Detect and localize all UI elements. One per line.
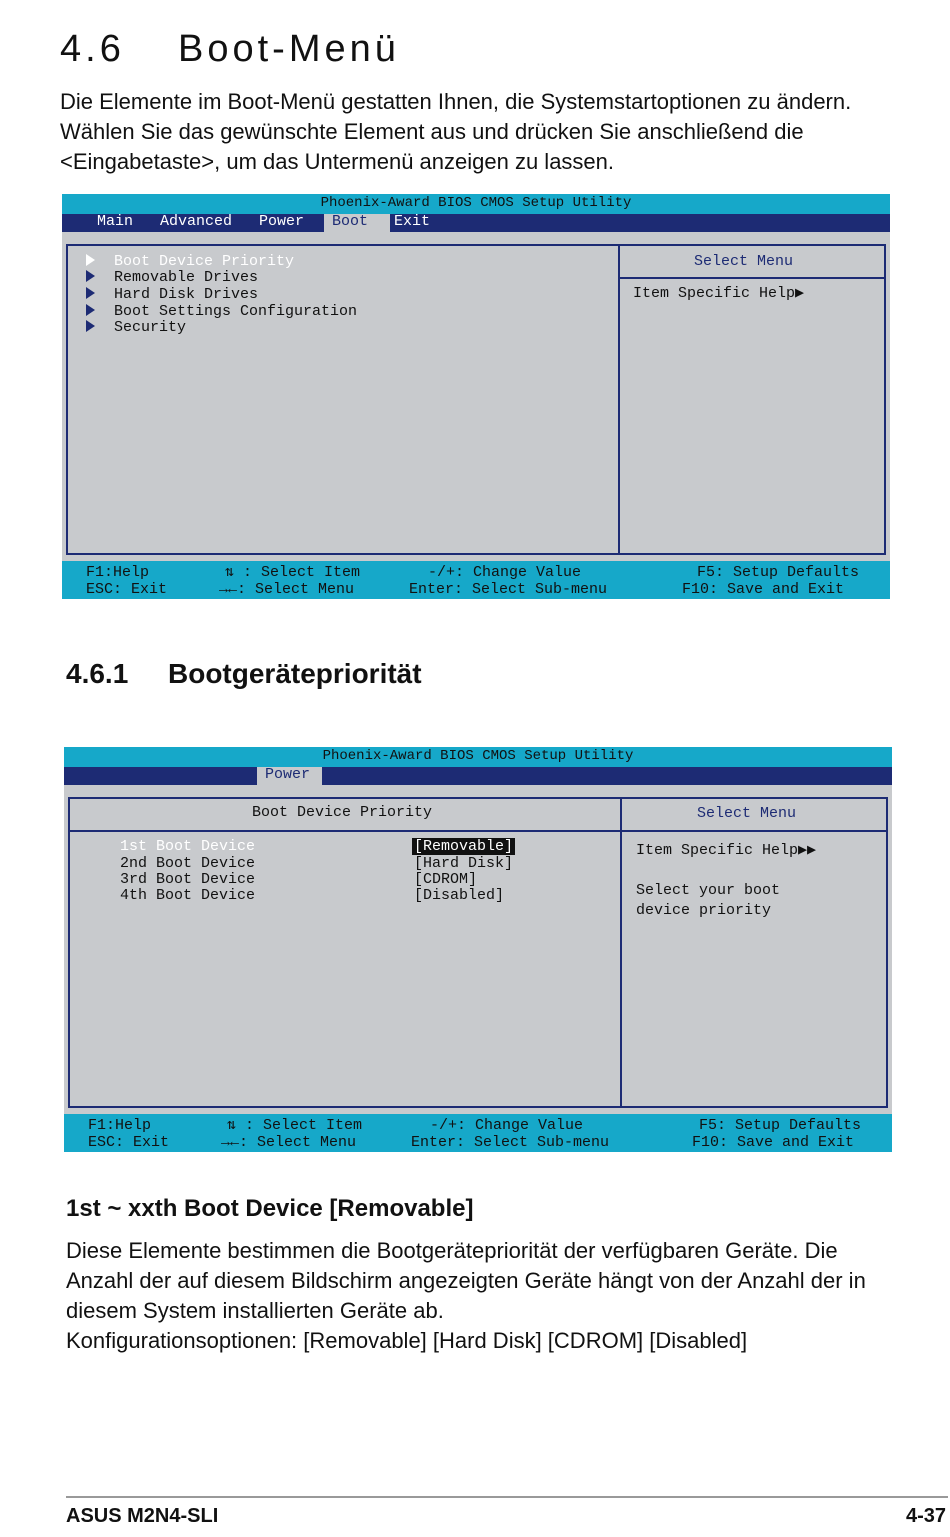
option-heading: 1st ~ xxth Boot Device [Removable] (66, 1195, 474, 1222)
key-esc-exit: ESC: Exit (86, 581, 168, 598)
boot-item-removable-drives[interactable] (86, 270, 258, 286)
key-f5-defaults: F5: Setup Defaults (699, 1117, 862, 1134)
menu-main[interactable]: Main (97, 213, 134, 230)
submenu-arrow-icon (86, 270, 95, 282)
boot-item-label: Security (114, 319, 187, 336)
help-description-1: Select your boot (636, 882, 781, 899)
boot-item-hard-disk-drives[interactable] (86, 287, 258, 303)
help-title: Select Menu (697, 805, 797, 822)
section-title: Boot-Menü (178, 28, 400, 70)
section-heading (60, 28, 400, 71)
key-select-menu: →←: Select Menu (221, 1134, 357, 1151)
boot-item-security[interactable] (86, 320, 186, 336)
boot-device-3-label[interactable]: 3rd Boot Device (120, 871, 256, 888)
bios-boot-device-priority-screen (64, 747, 892, 1152)
boot-device-4-value[interactable]: [Disabled] (414, 887, 505, 904)
option-line-2: Anzahl der auf diesem Bildschirm angezeigten Geräte hängt von der Anzahl der in (66, 1268, 866, 1293)
boot-device-2-label[interactable]: 2nd Boot Device (120, 855, 256, 872)
submenu-arrow-icon (86, 254, 95, 266)
menu-power[interactable]: Power (259, 213, 305, 230)
key-f10-save-exit: F10: Save and Exit (692, 1134, 855, 1151)
key-f10-save-exit: F10: Save and Exit (682, 581, 845, 598)
boot-item-label: Removable Drives (114, 269, 259, 286)
boot-item-label: Boot Device Priority (114, 253, 295, 270)
boot-device-4-label[interactable]: 4th Boot Device (120, 887, 256, 904)
subsection-number: 4.6.1 (66, 658, 129, 689)
menu-power[interactable]: Power (257, 767, 322, 785)
bios-footer (64, 1114, 892, 1152)
menu-exit[interactable]: Exit (394, 213, 431, 230)
option-line-1: Diese Elemente bestimmen die Bootgerätepriorität der verfügbaren Geräte. Die (66, 1238, 838, 1263)
key-select-item: ⇅ : Select Item (227, 1117, 363, 1134)
selected-value: [Removable] (414, 838, 514, 855)
footer-product-name: ASUS M2N4-SLI (66, 1505, 219, 1527)
boot-device-3-value[interactable]: [CDROM] (414, 871, 478, 888)
menu-advanced[interactable]: Advanced (160, 213, 233, 230)
subsection-heading (66, 658, 422, 690)
bios-title: Phoenix-Award BIOS CMOS Setup Utility (62, 194, 890, 214)
boot-device-1-label[interactable]: 1st Boot Device (120, 838, 256, 855)
key-select-menu: →←: Select Menu (219, 581, 355, 598)
bios-footer (62, 561, 890, 599)
help-title: Select Menu (694, 253, 794, 270)
boot-item-label: Hard Disk Drives (114, 286, 259, 303)
key-enter-submenu: Enter: Select Sub-menu (409, 581, 608, 598)
menu-boot[interactable]: Boot (324, 214, 390, 232)
key-f1-help: F1:Help (88, 1117, 152, 1134)
help-text: Item Specific Help▶▶ (636, 842, 817, 859)
header-divider (68, 830, 888, 832)
key-enter-submenu: Enter: Select Sub-menu (411, 1134, 610, 1151)
boot-item-label: Boot Settings Configuration (114, 303, 358, 320)
footer-page-number: 4-37 (905, 1505, 946, 1527)
intro-line-2: Wählen Sie das gewünschte Element aus und drücken Sie anschließend die (60, 119, 804, 144)
key-esc-exit: ESC: Exit (88, 1134, 170, 1151)
intro-line-1: Die Elemente im Boot-Menü gestatten Ihnen, die Systemstartoptionen zu ändern. (60, 89, 852, 114)
boot-device-1-value[interactable] (412, 839, 515, 855)
help-text: Item Specific Help▶ (633, 285, 805, 302)
section-number: 4.6 (60, 28, 125, 70)
submenu-arrow-icon (86, 287, 95, 299)
help-divider (618, 277, 886, 279)
submenu-arrow-icon (86, 320, 95, 332)
footer-rule (66, 1496, 948, 1498)
help-description-2: device priority (636, 902, 772, 919)
boot-item-settings-configuration[interactable] (86, 304, 357, 320)
boot-device-2-value[interactable]: [Hard Disk] (414, 855, 514, 872)
option-line-4: Konfigurationsoptionen: [Removable] [Hard Disk] [CDROM] [Disabled] (66, 1328, 748, 1353)
panel-title: Boot Device Priority (252, 804, 433, 821)
key-change-value: -/+: Change Value (430, 1117, 584, 1134)
key-f1-help: F1:Help (86, 564, 150, 581)
boot-item-device-priority[interactable] (86, 254, 294, 270)
bios-boot-menu-screen (62, 194, 890, 599)
subsection-title: Bootgerätepriorität (168, 658, 422, 689)
bios-menu-bar (64, 767, 892, 785)
intro-line-3: <Eingabetaste>, um das Untermenü anzeigen zu lassen. (60, 149, 615, 174)
submenu-arrow-icon (86, 304, 95, 316)
option-line-3: diesem System installierten Geräte ab. (66, 1298, 444, 1323)
key-change-value: -/+: Change Value (428, 564, 582, 581)
key-f5-defaults: F5: Setup Defaults (697, 564, 860, 581)
bios-menu-bar (62, 214, 890, 232)
key-select-item: ⇅ : Select Item (225, 564, 361, 581)
bios-title: Phoenix-Award BIOS CMOS Setup Utility (64, 747, 892, 767)
